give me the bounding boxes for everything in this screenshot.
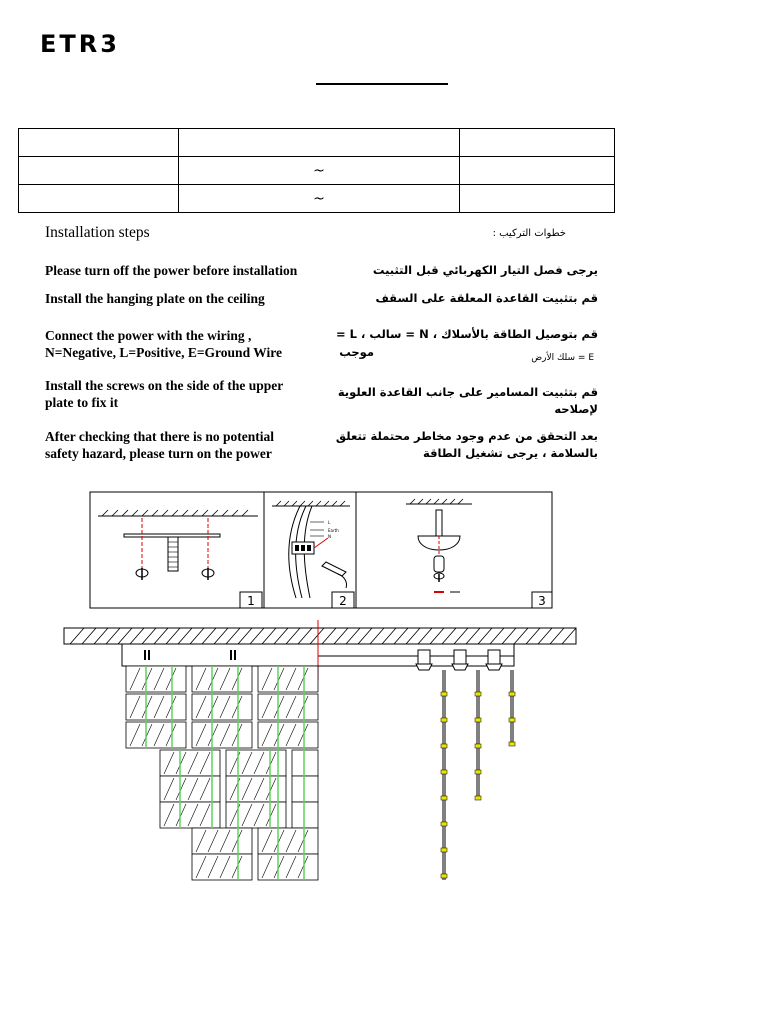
panel-2-wiring — [272, 501, 354, 608]
step-3-en-line1: Connect the power with the wiring , — [45, 328, 252, 343]
step-2-en: Install the hanging plate on the ceiling — [45, 291, 265, 306]
canopy-left — [122, 644, 318, 666]
step-5-ar-line1: بعد التحقق من عدم وجود مخاطر محتملة تتعلق — [335, 429, 598, 443]
brand-logo: ETR3 — [40, 30, 120, 58]
step-1-en: Please turn off the power before installation — [45, 263, 298, 278]
step-5-en-line2: safety hazard, please turn on the power — [45, 446, 272, 461]
panel-1-hanging-plate — [98, 510, 262, 608]
steps-heading: Installation steps — [45, 224, 150, 241]
panel-number-3: 3 — [538, 594, 546, 608]
step-3-ar-line2: موجب — [339, 345, 374, 359]
panel-number-2: 2 — [339, 594, 347, 608]
step-4-en-line2: plate to fix it — [45, 395, 119, 410]
chandelier-assembly-drawing — [60, 620, 580, 890]
step-5-ar-line2: بالسلامة ، يرجى تشغيل الطاقة — [422, 446, 598, 460]
pendant-rods — [444, 670, 512, 880]
table-cell: ~ — [179, 185, 460, 213]
step-3-ar-line1: قم بتوصيل الطاقة بالأسلاك ، N = سالب ، L = — [335, 327, 598, 341]
spotlight-heads — [416, 650, 502, 670]
step-4-ar: قم بتثبيت المسامير على جانب القاعدة العلوية لإصلاحه — [337, 385, 598, 416]
panel-3-screws — [406, 499, 552, 608]
table-cell — [19, 157, 179, 185]
wire-label-l: L — [328, 520, 331, 525]
canopy-right — [318, 644, 514, 666]
table-row — [19, 157, 615, 185]
table-row — [19, 129, 615, 157]
table-cell — [19, 185, 179, 213]
installation-panels-diagram — [88, 490, 554, 612]
step-3-ar-note: E = سلك الأرض — [531, 353, 594, 363]
title-underline — [316, 83, 448, 85]
table-cell — [19, 129, 179, 157]
wire-label-earth: Earth — [328, 528, 339, 533]
step-1-ar: يرجى فصل التيار الكهربائي قبل التثبيت — [372, 263, 598, 277]
table-cell — [179, 129, 460, 157]
step-2-ar: قم بتثبيت القاعدة المعلقة على السقف — [375, 291, 598, 305]
wire-label-n: N — [328, 534, 331, 539]
steps-heading-arabic: خطوات التركيب : — [492, 228, 566, 239]
panel-number-1: 1 — [247, 594, 255, 608]
step-5-en-line1: After checking that there is no potential — [45, 429, 274, 444]
spec-table — [18, 128, 615, 213]
step-4-en-line1: Install the screws on the side of the upper — [45, 378, 284, 393]
table-cell: ~ — [179, 157, 460, 185]
step-3-en-line2: N=Negative, L=Positive, E=Ground Wire — [45, 345, 282, 360]
table-row — [19, 185, 615, 213]
table-cell — [460, 185, 615, 213]
table-cell — [460, 157, 615, 185]
table-cell — [460, 129, 615, 157]
